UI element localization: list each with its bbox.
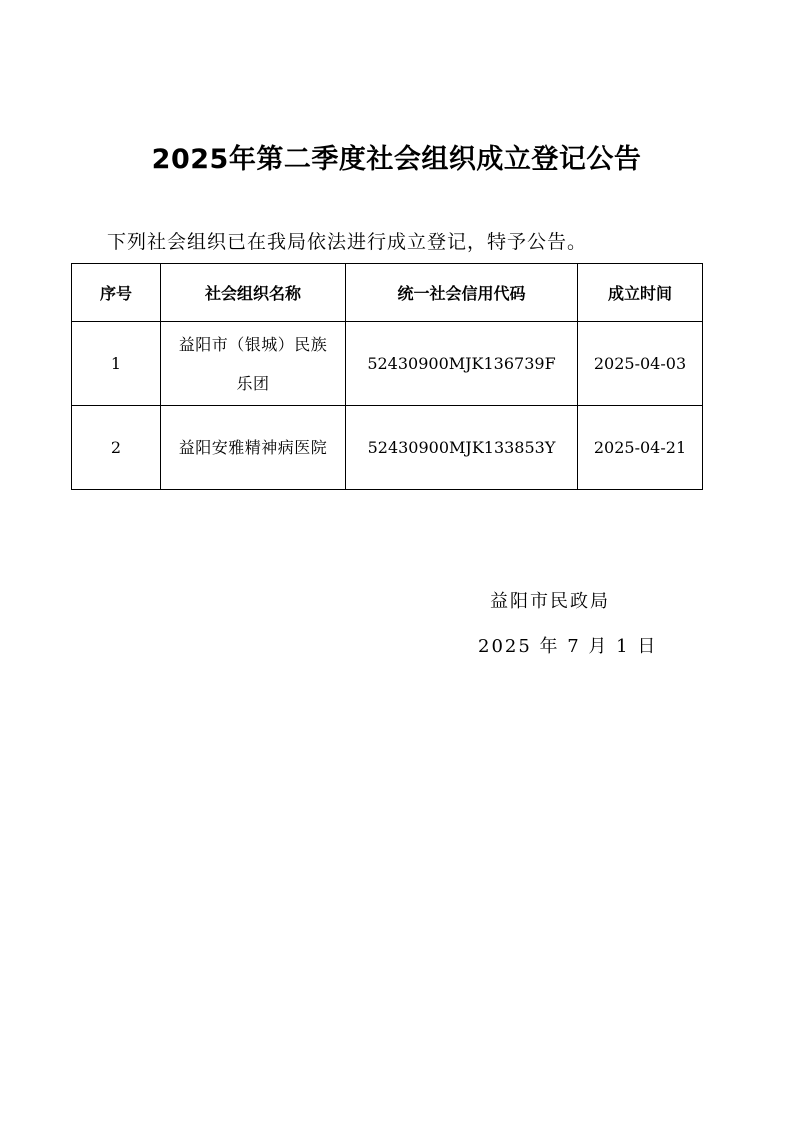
header-credit-code: 统一社会信用代码 xyxy=(346,264,578,322)
row-org-name xyxy=(161,322,346,406)
issue-date: 2025 年 7 月 1 日 xyxy=(478,636,658,657)
row-index: 2 xyxy=(72,406,161,490)
table-row xyxy=(72,322,703,406)
row-org-name xyxy=(161,406,346,490)
header-org-name: 社会组织名称 xyxy=(161,264,346,322)
row-credit-code: 52430900MJK133853Y xyxy=(346,406,578,490)
document-title: 2025年第二季度社会组织成立登记公告 xyxy=(151,144,642,175)
org-name-line: 益阳市（银城）民族 xyxy=(178,334,328,354)
organization-table xyxy=(71,263,703,490)
row-established-date: 2025-04-21 xyxy=(578,406,703,490)
org-name-line: 乐团 xyxy=(236,373,270,393)
row-established-date: 2025-04-03 xyxy=(578,322,703,406)
intro-paragraph: 下列社会组织已在我局依法进行成立登记，特予公告。 xyxy=(107,231,588,253)
header-established-date: 成立时间 xyxy=(578,264,703,322)
table-header-row xyxy=(72,264,703,322)
header-index: 序号 xyxy=(72,264,161,322)
issuer-signature: 益阳市民政局 xyxy=(490,591,610,612)
row-index: 1 xyxy=(72,322,161,406)
org-name-line: 益阳安雅精神病医院 xyxy=(178,438,328,457)
table-row xyxy=(72,406,703,490)
row-credit-code: 52430900MJK136739F xyxy=(346,322,578,406)
